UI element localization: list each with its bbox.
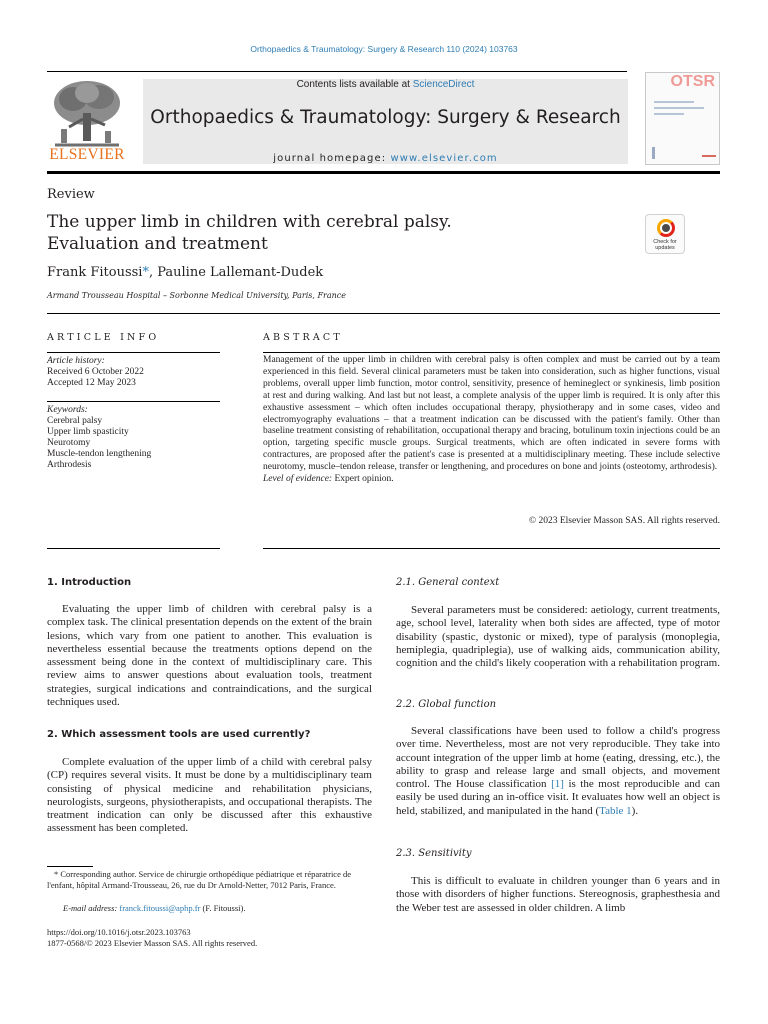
section-2-2-text: is the most reproducible and can easily be used during an in-office visit. It evaluates how well an object is held, stabilized, and manipulated in the hand ( [396,778,720,817]
email-label: E-mail address: [63,903,120,913]
elsevier-tree-icon [47,79,127,147]
section-2-2-paragraph [396,725,720,818]
section-1-paragraph: Evaluating the upper limb of children with cerebral palsy is a complex task. The clinical presentation depends on the extent of the brain lesions, which vary from one patient to another. This evaluation is nevertheless essential because the treatments options depend on the assessment being done in the context of multidisciplinary care. This review aims to answer questions about evaluation tools, treatment strategies, surgical indications and contraindications, and the surgical techniques used. [47,603,372,708]
keyword-list [47,416,151,471]
cover-otsr-mark: OTSR [670,73,715,90]
author-list [47,265,323,280]
journal-cover-thumbnail[interactable] [645,72,720,165]
check-updates-label: Check for updates [653,239,677,251]
section-2-1-heading: 2.1. General context [396,577,500,588]
section-2-3-paragraph: This is difficult to evaluate in children younger than 6 years and in those with disorders of higher functions. Stereognosis, graphesthesia and the Weber test are assessed in older children. A limb [396,875,720,914]
email-footnote [63,903,246,914]
section-2-2-heading: 2.2. Global function [396,699,497,710]
section-2-2-body [396,725,720,818]
homepage-link[interactable]: www.elsevier.com [390,153,498,164]
issn-copyright: 1877-0568/© 2023 Elsevier Masson SAS. All rights reserved. [47,938,258,948]
article-info-rule [47,352,220,353]
section-2-body [47,756,372,836]
author-name[interactable]: Pauline Lallemant-Dudek [157,265,324,280]
keywords-rule [47,401,220,402]
corresponding-author-footnote [47,869,372,891]
section-2-1-paragraph: Several parameters must be considered: aetiology, current treatments, age, school level, laterality when both sides are affected, type of motor disability (spastic, dystonic or mixed), type of paralysis (monoplegia, hemiplegia, quadriplegia), use of walking aids, communication ability, cognition and the child's likely cooperation with a rehabilitation program. [396,604,720,669]
email-suffix: (F. Fitoussi). [200,903,246,913]
info-top-rule [47,313,720,314]
footnote-rule [47,866,93,867]
cover-decoration [654,107,704,109]
journal-banner [143,79,628,164]
journal-reference-link[interactable]: Orthopaedics & Traumatology: Surgery & Research 110 (2024) 103763 [250,44,518,54]
article-type-label: Review [47,187,95,202]
cover-decoration [702,155,716,157]
cover-decoration [654,113,684,115]
abstract-heading: ABSTRACT [263,332,343,343]
author-name[interactable]: Frank Fitoussi [47,265,143,280]
abstract-bottom-rule [263,548,720,549]
section-1-heading: 1. Introduction [47,577,132,588]
check-for-updates-badge[interactable] [645,214,685,254]
author-affiliation: Armand Trousseau Hospital – Sorbonne Medical University, Paris, France [47,291,346,300]
cover-decoration [652,147,655,159]
keyword-item: Upper limb spasticity [47,427,129,437]
section-2-3-body [396,875,720,915]
journal-homepage-line [143,153,628,164]
abstract-text: Management of the upper limb in children with cerebral palsy is often complex and must be carried out by a team experienced in this field. Several clinical parameters must be taken into consideration, such as higher functions, visual problems, overall upper limb function, motor control, sensitivity, presence of hemineglect or synkinesis, limb position at rest and during walking. And last but not least, a complete analysis of the upper limb is required. It is only after this exhaustive assessment – which often includes occupational therapy, physiotherapy and in some cases, video and electromyography evaluations – that a treatment indication can be discussed with the patient's family. Other than baseline treatment consisting of rehabilitation, occupational therapy and bracing, botulinum toxin injections could be an option, targeting specific muscle groups. Surgical treatments, which are often indicated in severe forms with contractures, are proposed after the patient's case is presented at a multidisciplinary meeting. These include selective neurotomy, muscle–tendon release, transfer or lengthening, and procedures on bone and joints (osteotomy, arthrodesis). [263,355,720,473]
doi-link[interactable]: https://doi.org/10.1016/j.otsr.2023.103763 [47,927,191,937]
corresponding-author-mark[interactable]: * [142,265,149,280]
article-title-line2: Evaluation and treatment [47,234,268,254]
author-separator: , [148,265,158,280]
sciencedirect-link[interactable]: ScienceDirect [412,79,475,90]
received-date: Received 6 October 2022 [47,367,144,377]
evidence-value: Expert opinion. [332,474,394,485]
header-top-rule [47,71,627,72]
level-of-evidence [263,474,720,486]
section-2-3-heading: 2.3. Sensitivity [396,848,472,859]
elsevier-wordmark: ELSEVIER [49,146,125,163]
keyword-item: Arthrodesis [47,460,92,470]
article-info-heading: ARTICLE INFO [47,332,160,343]
header-bottom-rule [47,171,720,174]
elsevier-logo [47,79,127,164]
info-bottom-rule [47,548,220,549]
abstract-copyright: © 2023 Elsevier Masson SAS. All rights reserved. [528,516,720,526]
abstract-body [263,355,720,486]
homepage-prefix: journal homepage: [273,153,391,164]
keyword-item: Neurotomy [47,438,91,448]
contents-line [143,79,628,90]
section-2-1-body [396,604,720,670]
section-1-body [47,603,372,709]
article-history-label: Article history: [47,356,105,366]
accepted-date: Accepted 12 May 2023 [47,378,136,388]
section-2-2-text: ). [631,804,639,817]
footnote-text: Corresponding author. Service de chirurgie orthopédique pédiatrique et réparatrice de l'enfant, hôpital Armand-Trousseau, 26, rue du Dr Arnold-Netter, 7012 Paris, France. [47,869,351,890]
keywords-label: Keywords: [47,405,88,415]
footnote-mark: * [54,869,59,879]
journal-name: Orthopaedics & Traumatology: Surgery & Research [150,107,621,128]
keyword-item: Muscle-tendon lengthening [47,449,152,459]
table-link[interactable]: Table 1 [599,804,632,817]
article-title-line1: The upper limb in children with cerebral palsy. [47,212,452,232]
abstract-rule [263,352,720,353]
author-email-link[interactable]: franck.fitoussi@aphp.fr [119,903,201,913]
cover-decoration [654,101,694,103]
section-2-heading: 2. Which assessment tools are used currently? [47,729,311,740]
contents-prefix: Contents lists available at [296,79,413,90]
section-2-2-text: Several classifications have been used to follow a child's progress over time. Nevertheless, most are not very reproducible. They take into account integration of the upper limb at home (eating, dressing, etc.), the ability to grasp and release large and small objects, and movement control. The House classification [396,725,720,790]
evidence-label: Level of evidence: [263,474,333,485]
check-updates-icon-center [662,224,670,232]
article-title [47,211,627,255]
section-2-paragraph: Complete evaluation of the upper limb of a child with cerebral palsy (CP) requires several visits. It must be done by a multidisciplinary team consisting of physical medicine and rehabilitation physicians, neurologists, surgeons, physiotherapists, and occupational therapists. The treatment indication can only be discussed after this exhaustive assessment has been completed. [47,756,372,835]
reference-link[interactable]: [1] [551,778,564,790]
keyword-item: Cerebral palsy [47,416,103,426]
